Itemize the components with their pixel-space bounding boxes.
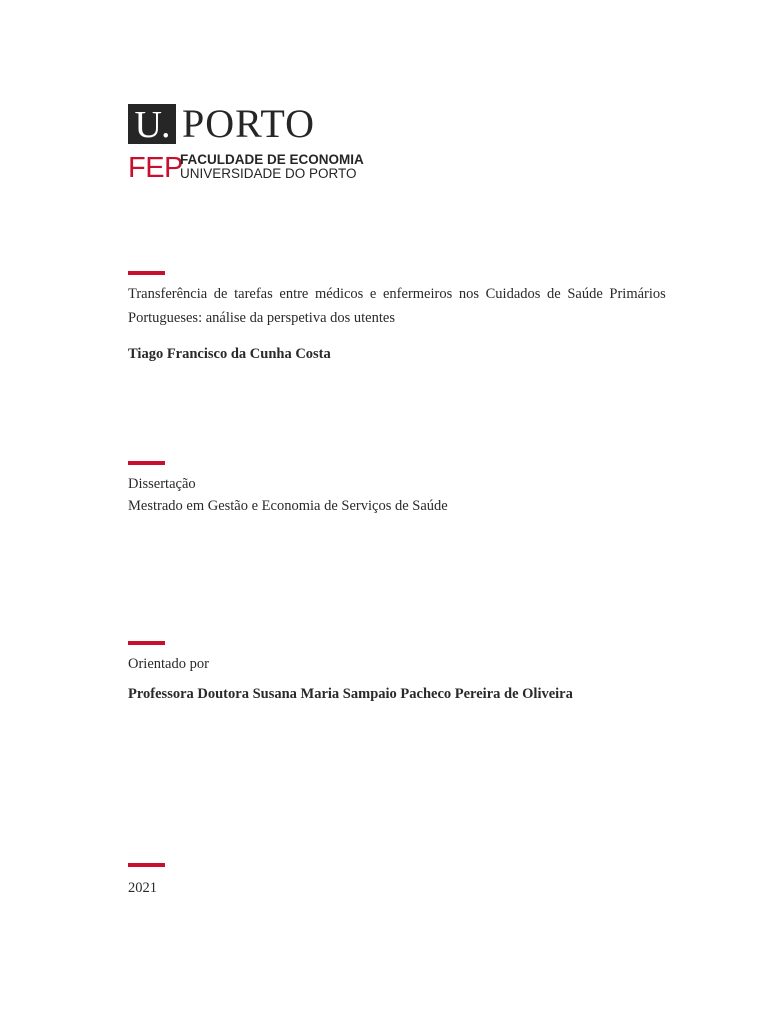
logo-u-mark: U.	[128, 104, 176, 144]
logo-porto-word: PORTO	[182, 101, 316, 146]
thesis-title-line1: Transferência de tarefas entre médicos e enfermeiros nos Cuidados de Saúde Primários	[128, 286, 666, 302]
year-accent-bar	[128, 863, 165, 867]
title-accent-bar	[128, 271, 165, 275]
logo-faculty-name	[180, 153, 364, 181]
logo-faculty-line1: FACULDADE DE ECONOMIA	[180, 152, 364, 167]
author-name: Tiago Francisco da Cunha Costa	[128, 346, 331, 362]
degree-accent-bar	[128, 461, 165, 465]
degree-name: Mestrado em Gestão e Economia de Serviços de Saúde	[128, 498, 448, 514]
supervision-accent-bar	[128, 641, 165, 645]
year: 2021	[128, 880, 157, 896]
degree-type: Dissertação	[128, 476, 196, 492]
supervisor-name: Professora Doutora Susana Maria Sampaio Pacheco Pereira de Oliveira	[128, 686, 573, 702]
supervision-label: Orientado por	[128, 656, 209, 672]
thesis-title-line2: Portugueses: análise da perspetiva dos utentes	[128, 310, 395, 326]
logo-fep-mark: FEP	[128, 152, 183, 184]
logo-faculty-line2: UNIVERSIDADE DO PORTO	[180, 166, 357, 181]
